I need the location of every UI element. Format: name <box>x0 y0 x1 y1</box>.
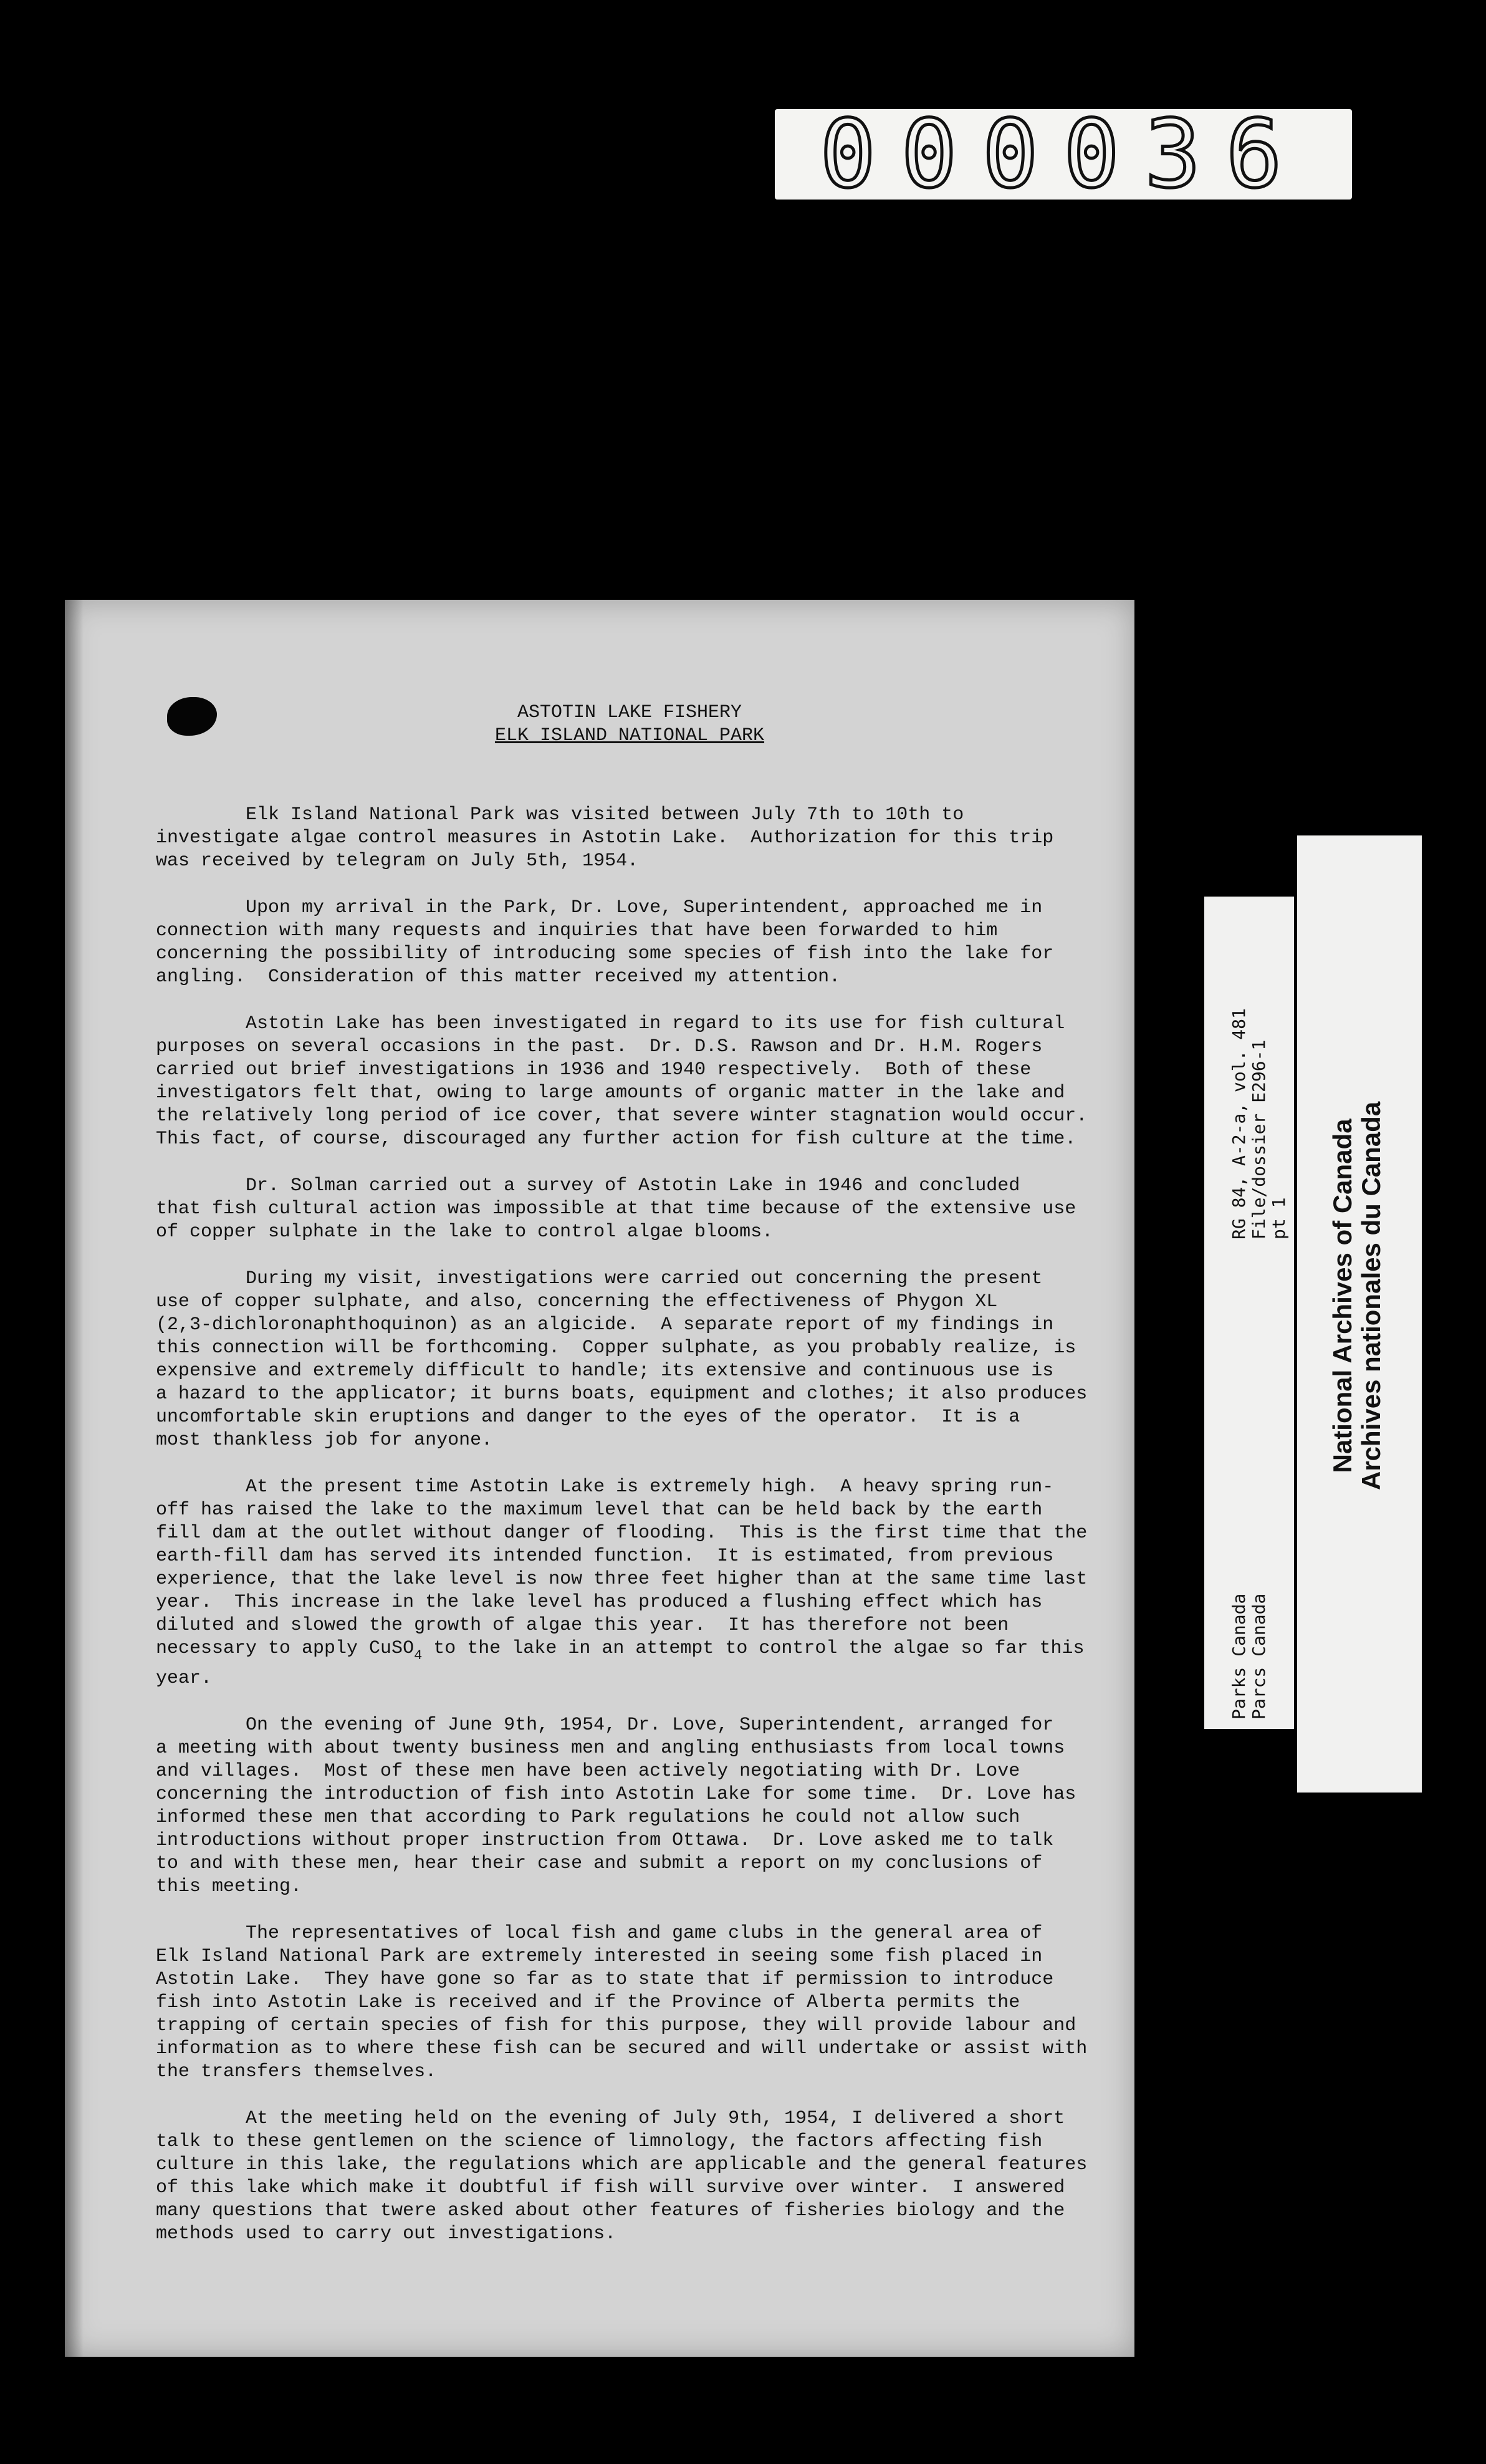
paragraph-line: investigators felt that, owing to large amounts of organic matter in the lake and <box>156 1082 1065 1104</box>
document-subtitle: ELK ISLAND NATIONAL PARK <box>494 725 765 746</box>
paragraph-line: culture in this lake, the regulations which are applicable and the general features <box>156 2154 1088 2175</box>
archive-reference-strip <box>1204 897 1294 1729</box>
paragraph-line: of this lake which make it doubtful if fish will survive over winter. I answered <box>156 2177 1065 2198</box>
paragraph-line: Astotin Lake. They have gone so far as to state that if permission to introduce <box>156 1969 1054 1990</box>
paragraph-line: (2,3-dichloronaphthoquinon) as an algicide. A separate report of my findings in <box>156 1314 1054 1335</box>
paragraph-line: introductions without proper instruction from Ottawa. Dr. Love asked me to talk <box>156 1830 1054 1851</box>
paragraph-line: concerning the possibility of introducing some species of fish into the lake for <box>156 943 1054 965</box>
paragraph-line: talk to these gentlemen on the science of limnology, the factors affecting fish <box>156 2131 1043 2152</box>
paragraph-line: At the present time Astotin Lake is extremely high. A heavy spring run- <box>156 1476 1054 1498</box>
reference-text <box>1229 1008 1289 1239</box>
reference-line: File/dossier E296-1 <box>1249 1039 1269 1239</box>
archive-line: National Archives of Canada <box>1328 1119 1357 1473</box>
paragraph-line: expensive and extremely difficult to handle; its extensive and continuous use is <box>156 1360 1054 1382</box>
archive-line: Archives nationales du Canada <box>1356 1101 1386 1490</box>
paragraph <box>156 1013 1103 1151</box>
paragraph <box>156 897 1103 989</box>
paragraph-line: year. This increase in the lake level has produced a flushing effect which has <box>156 1592 1043 1613</box>
page-edge-shadow <box>65 600 84 2357</box>
paragraph-line: methods used to carry out investigations. <box>156 2223 616 2245</box>
paragraph-line: to and with these men, hear their case and submit a report on my conclusions of <box>156 1853 1043 1874</box>
paragraph <box>156 1268 1103 1452</box>
paragraph-line: diluted and slowed the growth of algae this year. It has therefore not been <box>156 1615 1009 1636</box>
paragraph-line: most thankless job for anyone. <box>156 1430 493 1451</box>
paragraph-line: Elk Island National Park was visited between July 7th to 10th to <box>156 804 964 825</box>
paragraph-line: angling. Consideration of this matter received my attention. <box>156 966 841 988</box>
paragraph-line: earth-fill dam has served its intended function. It is estimated, from previous <box>156 1546 1054 1567</box>
parks-canada-text <box>1229 1594 1269 1720</box>
frame-number-text: 000036 <box>820 100 1307 209</box>
paragraph-line: During my visit, investigations were carried out concerning the present <box>156 1268 1043 1289</box>
paragraph-line: fill dam at the outlet without danger of flooding. This is the first time that the <box>156 1523 1088 1544</box>
paragraph <box>156 2107 1103 2246</box>
document-title: ASTOTIN LAKE FISHERY <box>517 702 742 723</box>
paragraph-line: year. <box>156 1668 213 1689</box>
parks-line: Parcs Canada <box>1249 1593 1269 1720</box>
paragraph-line: information as to where these fish can be secured and will undertake or assist with <box>156 2038 1088 2059</box>
paragraph-line: Upon my arrival in the Park, Dr. Love, Superintendent, approached me in <box>156 897 1043 918</box>
paragraph-line: this meeting. <box>156 1876 302 1897</box>
paragraph-line: connection with many requests and inquiries that have been forwarded to him <box>156 920 998 941</box>
paragraph-line: concerning the introduction of fish into Astotin Lake for some time. Dr. Love has <box>156 1784 1076 1805</box>
paragraph-line: many questions that twere asked about other features of fisheries biology and the <box>156 2200 1065 2221</box>
reference-line: pt 1 <box>1268 1197 1289 1239</box>
paragraph-line: necessary to apply CuSO$_4$ to the lake in an attempt to control the algae so far this <box>156 1638 1085 1663</box>
paragraph-line: Elk Island National Park are extremely interested in seeing some fish placed in <box>156 1946 1043 1967</box>
paragraph-line: At the meeting held on the evening of July 9th, 1954, I delivered a short <box>156 2108 1065 2129</box>
reference-line: RG 84, A-2-a, vol. 481 <box>1229 1008 1249 1239</box>
paragraph-line: that fish cultural action was impossible at that time because of the extensive use <box>156 1198 1076 1220</box>
paragraph-line: a hazard to the applicator; it burns boats, equipment and clothes; it also produces <box>156 1384 1088 1405</box>
paragraph-line: The representatives of local fish and game clubs in the general area of <box>156 1923 1043 1944</box>
paragraph-line: trapping of certain species of fish for this purpose, they will provide labour and <box>156 2015 1076 2036</box>
frame-number-label <box>775 100 1352 209</box>
paragraph-list <box>156 804 1103 2246</box>
paragraph <box>156 1922 1103 2084</box>
paragraph <box>156 1714 1103 1899</box>
paragraph-line: use of copper sulphate, and also, concerning the effectiveness of Phygon XL <box>156 1291 998 1312</box>
paragraph-line: Dr. Solman carried out a survey of Astotin Lake in 1946 and concluded <box>156 1175 1020 1196</box>
archives-label-strip <box>1297 835 1422 1793</box>
paragraph-line: purposes on several occasions in the past. Dr. D.S. Rawson and Dr. H.M. Rogers <box>156 1036 1043 1057</box>
paragraph-line: was received by telegram on July 5th, 1954. <box>156 850 639 872</box>
document-body <box>156 701 1103 2269</box>
paragraph-line: investigate algae control measures in Astotin Lake. Authorization for this trip <box>156 827 1054 849</box>
paragraph <box>156 1476 1103 1690</box>
paragraph-line: informed these men that according to Park regulations he could not allow such <box>156 1807 1020 1828</box>
paragraph-line: off has raised the lake to the maximum level that can be held back by the earth <box>156 1499 1043 1521</box>
paragraph-line: of copper sulphate in the lake to control algae blooms. <box>156 1221 774 1243</box>
paragraph-line: a meeting with about twenty business men and angling enthusiasts from local towns <box>156 1738 1065 1759</box>
paragraph-line: experience, that the lake level is now three feet higher than at the same time last <box>156 1569 1088 1590</box>
paragraph-line: Astotin Lake has been investigated in regard to its use for fish cultural <box>156 1013 1065 1034</box>
paragraph-line: the transfers themselves. <box>156 2061 437 2082</box>
paragraph-line: On the evening of June 9th, 1954, Dr. Love, Superintendent, arranged for <box>156 1715 1054 1736</box>
paragraph <box>156 804 1103 873</box>
parks-line: Parks Canada <box>1229 1593 1249 1720</box>
archives-name-text <box>1328 1102 1386 1490</box>
paragraph-line: This fact, of course, discouraged any further action for fish culture at the time. <box>156 1129 1076 1150</box>
paragraph-line: this connection will be forthcoming. Copper sulphate, as you probably realize, is <box>156 1337 1076 1359</box>
paragraph-line: carried out brief investigations in 1936 and 1940 respectively. Both of these <box>156 1059 1032 1080</box>
paragraph-line: and villages. Most of these men have been actively negotiating with Dr. Love <box>156 1761 1020 1782</box>
paragraph-line: the relatively long period of ice cover, that severe winter stagnation would occur. <box>156 1105 1088 1127</box>
paragraph <box>156 1175 1103 1244</box>
paragraph-line: fish into Astotin Lake is received and if the Province of Alberta permits the <box>156 1992 1020 2013</box>
paragraph-line: uncomfortable skin eruptions and danger to the eyes of the operator. It is a <box>156 1407 1020 1428</box>
